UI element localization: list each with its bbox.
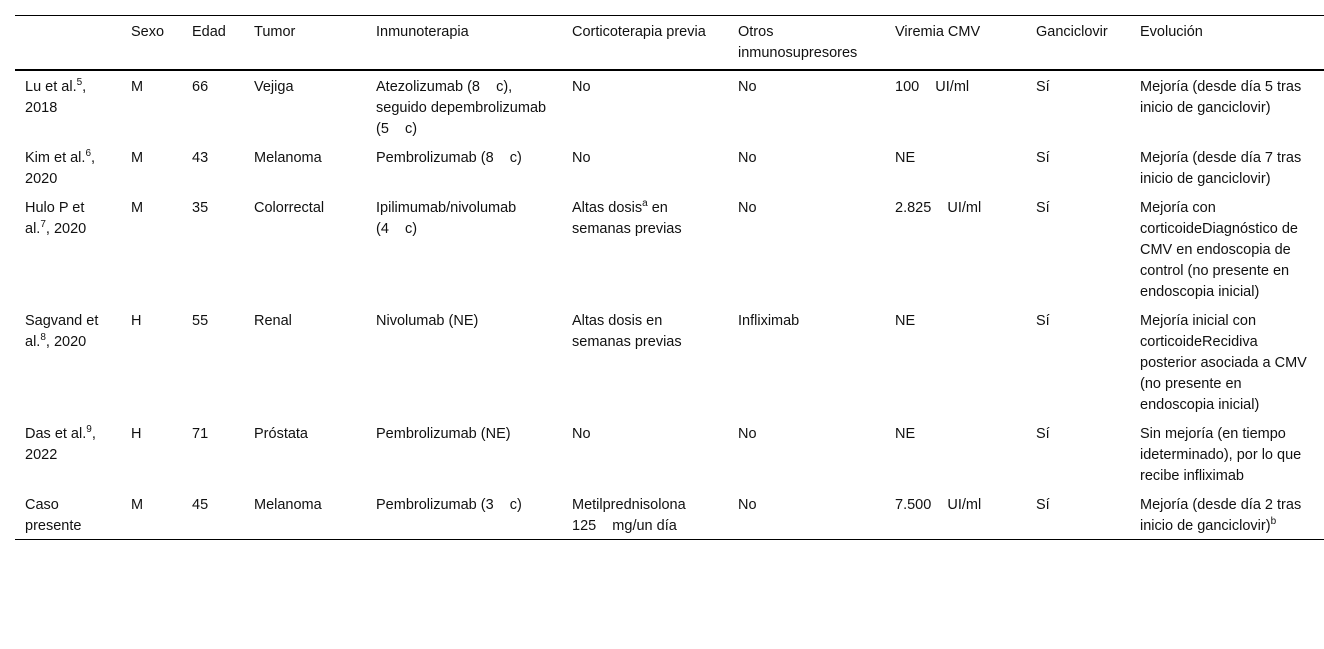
evolucion-text: Mejoría (desde día 5 tras inicio de ganciclovir) [1140, 79, 1302, 116]
header-cell [15, 16, 121, 71]
otros-inmunosupresores-cell: No [738, 426, 757, 442]
corticoterapia-cell [562, 70, 728, 142]
study-year: , 2022 [25, 426, 96, 463]
header-cell: Corticoterapia previa [572, 24, 706, 40]
evolucion-text: Sin mejoría (en tiempo ideterminado), por lo que recibe infliximab [1140, 426, 1302, 484]
study-author: Das et al. [25, 426, 87, 442]
study-author: Lu et al. [25, 79, 77, 95]
otros-inmunosupresores-cell: No [738, 200, 757, 216]
header-cell: Evolución [1140, 24, 1203, 40]
study-year: , 2020 [25, 150, 96, 187]
tumor-cell: Melanoma [254, 497, 322, 513]
sexo-cell: M [131, 79, 144, 95]
tumor-cell: Colorrectal [254, 200, 325, 216]
tumor-cell: Melanoma [254, 150, 322, 166]
inmunoterapia-cell: Nivolumab (NE) [376, 313, 479, 329]
edad-cell: 66 [192, 79, 209, 95]
inmunoterapia-cell: Ipilimumab/nivolumab (4 c) [376, 200, 517, 237]
header-cell: Viremia CMV [895, 24, 981, 40]
evolucion-cell [1130, 418, 1324, 489]
evolucion-text: Mejoría (desde día 2 tras inicio de ganciclovir) [1140, 497, 1302, 534]
table-row [15, 192, 1324, 305]
corticoterapia-text-rest: en semanas previas [572, 200, 682, 237]
study-ref: 7 [40, 219, 46, 231]
corticoterapia-cell [562, 489, 728, 540]
otros-inmunosupresores-cell: No [738, 497, 757, 513]
study-author: Sagvand et al. [25, 313, 99, 350]
corticoterapia-cell [562, 305, 728, 418]
table-row [15, 70, 1324, 142]
table-header-row [15, 16, 1324, 71]
otros-inmunosupresores-cell: No [738, 150, 757, 166]
table-row [15, 305, 1324, 418]
sexo-cell: H [131, 313, 142, 329]
table-row [15, 489, 1324, 540]
corticoterapia-text: Altas dosis [572, 200, 643, 216]
viremia-cell: NE [895, 150, 916, 166]
sexo-cell: H [131, 426, 142, 442]
evolucion-text: Mejoría inicial con corticoideRecidiva posterior asociada a CMV (no presente en endoscopia inicial) [1140, 313, 1307, 413]
evolucion-cell [1130, 305, 1324, 418]
study-author: Kim et al. [25, 150, 86, 166]
header-cell: Otros inmunosupresores [738, 24, 858, 61]
corticoterapia-cell [562, 142, 728, 192]
ganciclovir-cell: Sí [1036, 426, 1050, 442]
header-cell: Tumor [254, 24, 296, 40]
evolucion-cell [1130, 489, 1324, 540]
corticoterapia-cell [562, 192, 728, 305]
inmunoterapia-cell: Pembrolizumab (3 c) [376, 497, 522, 513]
study-ref: 6 [85, 148, 91, 160]
viremia-cell: 7.500 UI/ml [895, 497, 982, 513]
sexo-cell: M [131, 497, 144, 513]
evolucion-footnote: b [1270, 516, 1277, 528]
evolucion-cell [1130, 70, 1324, 142]
tumor-cell: Vejiga [254, 79, 294, 95]
table-row [15, 142, 1324, 192]
table-body [15, 70, 1324, 540]
header-cell: Inmunoterapia [376, 24, 469, 40]
study-cell [15, 489, 121, 540]
study-year: , 2020 [45, 334, 87, 350]
study-author: Caso presente [25, 497, 82, 534]
table-row [15, 418, 1324, 489]
study-ref: 8 [40, 332, 46, 344]
study-cell [15, 142, 121, 192]
sexo-cell: M [131, 150, 144, 166]
corticoterapia-text: Altas dosis en semanas previas [572, 313, 682, 350]
tumor-cell: Renal [254, 313, 292, 329]
corticoterapia-text: No [572, 426, 591, 442]
corticoterapia-footnote: a [642, 198, 648, 210]
sexo-cell: M [131, 200, 144, 216]
evolucion-cell [1130, 192, 1324, 305]
inmunoterapia-cell: Atezolizumab (8 c), seguido depembrolizumab (5 c) [376, 79, 547, 137]
study-year: , 2020 [45, 221, 87, 237]
edad-cell: 71 [192, 426, 209, 442]
corticoterapia-text: No [572, 150, 591, 166]
study-author: Hulo P et al. [25, 200, 85, 237]
header-cell: Ganciclovir [1036, 24, 1108, 40]
edad-cell: 45 [192, 497, 209, 513]
header-cell: Sexo [131, 24, 165, 40]
ganciclovir-cell: Sí [1036, 497, 1050, 513]
corticoterapia-text: Metilprednisolona 125 mg/un día [572, 497, 686, 534]
ganciclovir-cell: Sí [1036, 79, 1050, 95]
evolucion-text: Mejoría con corticoideDiagnóstico de CMV en endoscopia de control (no presente en endoscopia inicial) [1140, 200, 1298, 300]
corticoterapia-text: No [572, 79, 591, 95]
viremia-cell: NE [895, 313, 916, 329]
edad-cell: 55 [192, 313, 209, 329]
study-cell [15, 70, 121, 142]
study-ref: 5 [76, 77, 83, 89]
viremia-cell: 100 UI/ml [895, 79, 970, 95]
otros-inmunosupresores-cell: Infliximab [738, 313, 800, 329]
study-year: , 2018 [25, 79, 87, 116]
inmunoterapia-cell: Pembrolizumab (NE) [376, 426, 511, 442]
evolucion-text: Mejoría (desde día 7 tras inicio de ganciclovir) [1140, 150, 1302, 187]
edad-cell: 43 [192, 150, 209, 166]
inmunoterapia-cell: Pembrolizumab (8 c) [376, 150, 522, 166]
viremia-cell: 2.825 UI/ml [895, 200, 982, 216]
viremia-cell: NE [895, 426, 916, 442]
evolucion-cell [1130, 142, 1324, 192]
corticoterapia-cell [562, 418, 728, 489]
ganciclovir-cell: Sí [1036, 200, 1050, 216]
ganciclovir-cell: Sí [1036, 313, 1050, 329]
otros-inmunosupresores-cell: No [738, 79, 757, 95]
study-cell [15, 192, 121, 305]
case-comparison-table [15, 15, 1324, 540]
header-cell: Edad [192, 24, 226, 40]
study-ref: 9 [86, 424, 92, 436]
study-cell [15, 418, 121, 489]
study-cell [15, 305, 121, 418]
edad-cell: 35 [192, 200, 209, 216]
tumor-cell: Próstata [254, 426, 308, 442]
ganciclovir-cell: Sí [1036, 150, 1050, 166]
